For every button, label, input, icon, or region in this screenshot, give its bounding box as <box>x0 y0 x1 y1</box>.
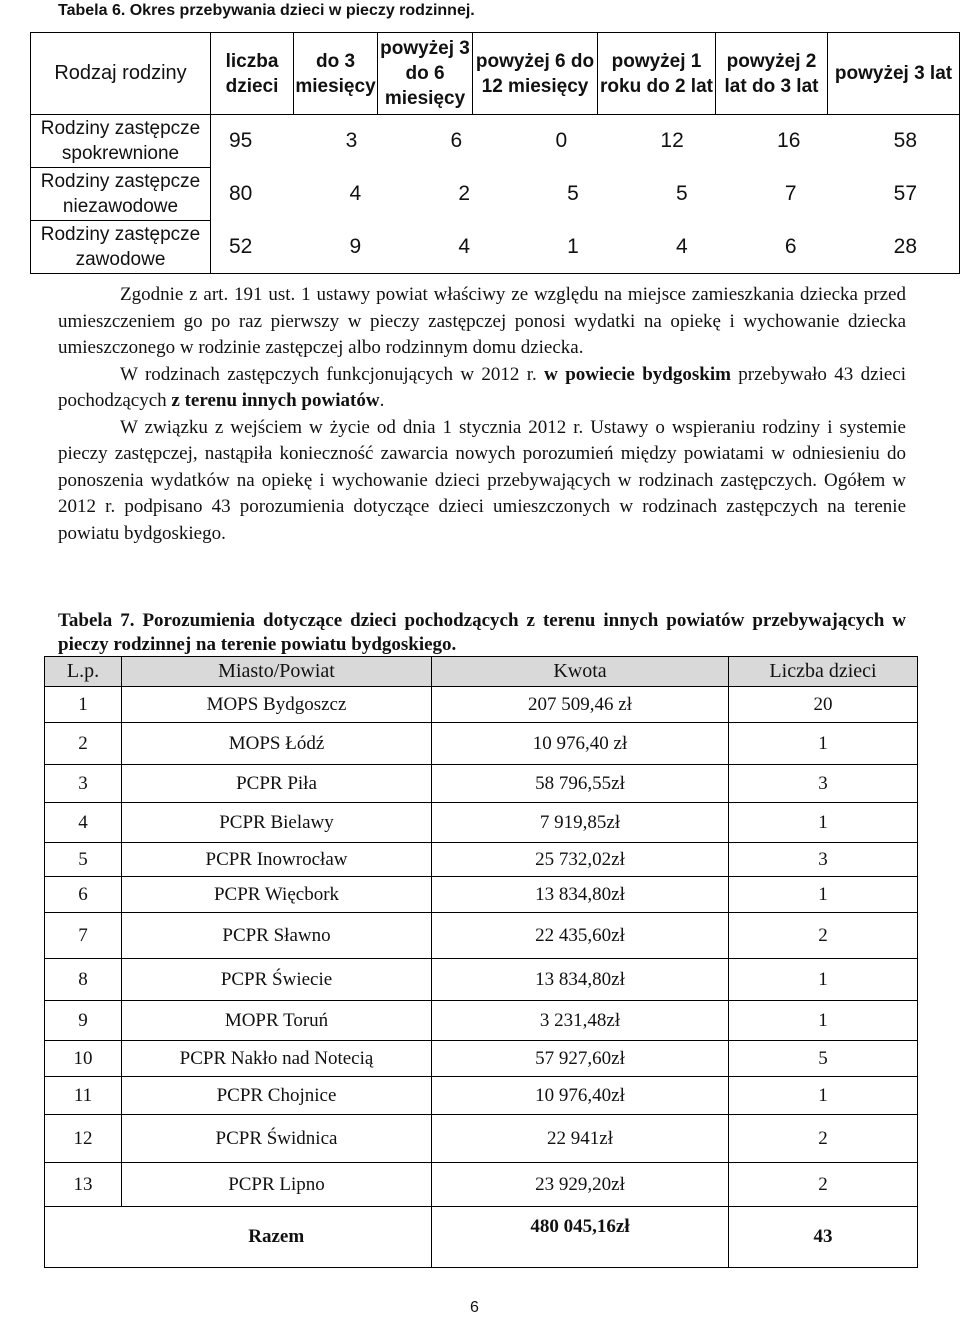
row-number: 8 <box>45 959 122 1001</box>
row-amount: 22 435,60zł <box>432 913 729 959</box>
row-children-count: 1 <box>729 1077 918 1115</box>
table-6 <box>30 32 960 274</box>
table-row <box>45 687 918 723</box>
table-row <box>45 913 918 959</box>
header-2-to-3-years: powyżej 2 lat do 3 lat <box>716 33 828 115</box>
table-row <box>45 1077 918 1115</box>
table-row <box>45 723 918 765</box>
cell-value: 16 <box>777 129 801 153</box>
header-family-type: Rodzaj rodziny <box>31 33 211 115</box>
table-7-caption: Tabela 7. Porozumienia dotyczące dzieci pochodzących z terenu innych powiatów przebywających w pieczy rodzinnej na terenie powiatu bydgoskiego. <box>58 610 906 655</box>
table-7 <box>44 656 918 1268</box>
table-row <box>45 843 918 877</box>
row-city-county: PCPR Bielawy <box>122 803 432 843</box>
row-amount: 13 834,80zł <box>432 877 729 913</box>
cell-value: 9 <box>349 234 362 258</box>
header-lp: L.p. <box>45 657 122 687</box>
header-over-3-years: powyżej 3 lat <box>828 33 960 115</box>
cell-value: 4 <box>458 234 471 258</box>
header-child-count: liczba dzieci <box>211 33 294 115</box>
row-number: 11 <box>45 1077 122 1115</box>
row-children-count: 2 <box>729 913 918 959</box>
header-1-to-2-years: powyżej 1 roku do 2 lat <box>598 33 716 115</box>
cell-value: 4 <box>675 234 688 258</box>
row-children-count: 3 <box>729 765 918 803</box>
row-values <box>211 115 960 168</box>
total-label: Razem <box>122 1207 432 1268</box>
row-number: 6 <box>45 877 122 913</box>
header-6-to-12-months: powyżej 6 do 12 miesięcy <box>473 33 598 115</box>
total-count: 43 <box>729 1207 918 1268</box>
table-7-total-row <box>45 1207 918 1268</box>
row-city-county: PCPR Świecie <box>122 959 432 1001</box>
table-row <box>45 765 918 803</box>
page-number: 6 <box>470 1299 479 1316</box>
table-row <box>31 221 960 274</box>
table-7-header-row <box>45 657 918 687</box>
table-row <box>45 1041 918 1077</box>
row-amount: 10 976,40 zł <box>432 723 729 765</box>
row-number: 10 <box>45 1041 122 1077</box>
row-children-count: 1 <box>729 959 918 1001</box>
row-city-county: PCPR Sławno <box>122 913 432 959</box>
text-run-bold: z terenu innych powiatów <box>171 390 380 411</box>
row-city-county: PCPR Więcbork <box>122 877 432 913</box>
row-amount: 57 927,60zł <box>432 1041 729 1077</box>
paragraph: W związku z wejściem w życie od dnia 1 stycznia 2012 r. Ustawy o wspieraniu rodziny i systemie pieczy zastępczej, nastąpiła konieczność zawarcia nowych porozumień między powiatami w odniesieniu do ponoszenia wydatków na opiekę i wychowanie dzieci przebywających w rodzinach zastępczych. Ogółem w 2012 r. podpisano 43 porozumienia dotyczące dzieci umieszczonych w rodzinach zastępczych na terenie powiatu bydgoskiego. <box>58 416 906 544</box>
table-row <box>45 877 918 913</box>
row-children-count: 2 <box>729 1115 918 1163</box>
text-run-bold: w powiecie bydgoskim <box>544 363 731 385</box>
cell-value: 2 <box>458 182 471 205</box>
table-row <box>45 959 918 1001</box>
cell-value: 5 <box>675 182 688 205</box>
cell-value: 6 <box>784 234 797 258</box>
row-number: 3 <box>45 765 122 803</box>
text-run: przebywało 43 dzieci pochodzących <box>58 363 906 411</box>
row-label: Rodziny zastępcze spokrewnione <box>31 115 211 168</box>
row-number: 1 <box>45 687 122 723</box>
table-row <box>45 1163 918 1207</box>
cell-value: 52 <box>229 234 253 258</box>
paragraph: Zgodnie z art. 191 ust. 1 ustawy powiat właściwy ze względu na miejsce zamieszkania dziecka przed umieszczeniem go po raz pierwszy w pieczy zastępczej ponosi wydatki na opiekę i wychowanie dziecka umieszczonego w rodzinie zastępczej albo rodzinnym domu dziecka. <box>58 284 906 358</box>
row-city-county: MOPS Łódź <box>122 723 432 765</box>
row-amount: 3 231,48zł <box>432 1001 729 1041</box>
row-children-count: 2 <box>729 1163 918 1207</box>
row-amount: 23 929,20zł <box>432 1163 729 1207</box>
header-amount: Kwota <box>432 657 729 687</box>
table-row <box>31 115 960 168</box>
header-3-to-6-months: powyżej 3 do 6 miesięcy <box>378 33 473 115</box>
cell-value: 5 <box>567 182 579 205</box>
row-city-county: MOPS Bydgoszcz <box>122 687 432 723</box>
row-city-county: PCPR Nakło nad Notecią <box>122 1041 432 1077</box>
table-6-header-row <box>31 33 960 115</box>
table-row <box>45 1115 918 1163</box>
cell-value: 7 <box>784 182 797 205</box>
row-children-count: 5 <box>729 1041 918 1077</box>
row-number: 4 <box>45 803 122 843</box>
row-city-county: PCPR Świdnica <box>122 1115 432 1163</box>
row-amount: 58 796,55zł <box>432 765 729 803</box>
cell-value: 3 <box>345 129 358 153</box>
cell-value: 6 <box>450 129 463 153</box>
header-children-count: Liczba dzieci <box>729 657 918 687</box>
row-number: 2 <box>45 723 122 765</box>
header-city-county: Miasto/Powiat <box>122 657 432 687</box>
paragraph <box>58 362 906 415</box>
cell-value: 57 <box>893 182 917 205</box>
row-number: 12 <box>45 1115 122 1163</box>
table-7-body <box>45 687 918 1207</box>
row-number: 13 <box>45 1163 122 1207</box>
row-values <box>211 168 960 221</box>
cell-value: 0 <box>555 129 568 153</box>
cell-value: 58 <box>893 129 917 153</box>
row-number: 5 <box>45 843 122 877</box>
total-amount <box>432 1207 729 1268</box>
row-number: 9 <box>45 1001 122 1041</box>
row-children-count: 1 <box>729 1001 918 1041</box>
row-amount: 22 941zł <box>432 1115 729 1163</box>
table-row <box>31 168 960 221</box>
row-amount: 7 919,85zł <box>432 803 729 843</box>
row-amount: 207 509,46 zł <box>432 687 729 723</box>
row-number: 7 <box>45 913 122 959</box>
table-row <box>45 1001 918 1041</box>
row-children-count: 3 <box>729 843 918 877</box>
row-children-count: 1 <box>729 723 918 765</box>
row-label: Rodziny zastępcze zawodowe <box>31 221 211 274</box>
row-city-county: PCPR Piła <box>122 765 432 803</box>
cell-value: 95 <box>229 129 253 153</box>
row-values <box>211 221 960 274</box>
total-amount-value: 480 045,16zł <box>530 1216 630 1237</box>
cell-value: 4 <box>349 182 362 205</box>
row-city-county: PCPR Inowrocław <box>122 843 432 877</box>
row-amount: 25 732,02zł <box>432 843 729 877</box>
cell-value: 80 <box>229 182 253 205</box>
row-children-count: 20 <box>729 687 918 723</box>
table-6-caption: Tabela 6. Okres przebywania dzieci w pieczy rodzinnej. <box>58 2 475 19</box>
row-amount: 10 976,40zł <box>432 1077 729 1115</box>
text-run: . <box>379 390 385 411</box>
row-amount: 13 834,80zł <box>432 959 729 1001</box>
row-city-county: MOPR Toruń <box>122 1001 432 1041</box>
header-up-to-3-months: do 3 miesięcy <box>294 33 378 115</box>
row-label: Rodziny zastępcze niezawodowe <box>31 168 211 221</box>
row-city-county: PCPR Chojnice <box>122 1077 432 1115</box>
table-row <box>45 803 918 843</box>
total-empty-cell <box>45 1207 122 1268</box>
cell-value: 12 <box>660 129 684 153</box>
text-run: W rodzinach zastępczych funkcjonujących w 2012 r. <box>120 363 545 385</box>
row-children-count: 1 <box>729 803 918 843</box>
row-children-count: 1 <box>729 877 918 913</box>
cell-value: 1 <box>567 234 579 258</box>
body-text <box>58 282 906 547</box>
cell-value: 28 <box>893 234 917 258</box>
row-city-county: PCPR Lipno <box>122 1163 432 1207</box>
